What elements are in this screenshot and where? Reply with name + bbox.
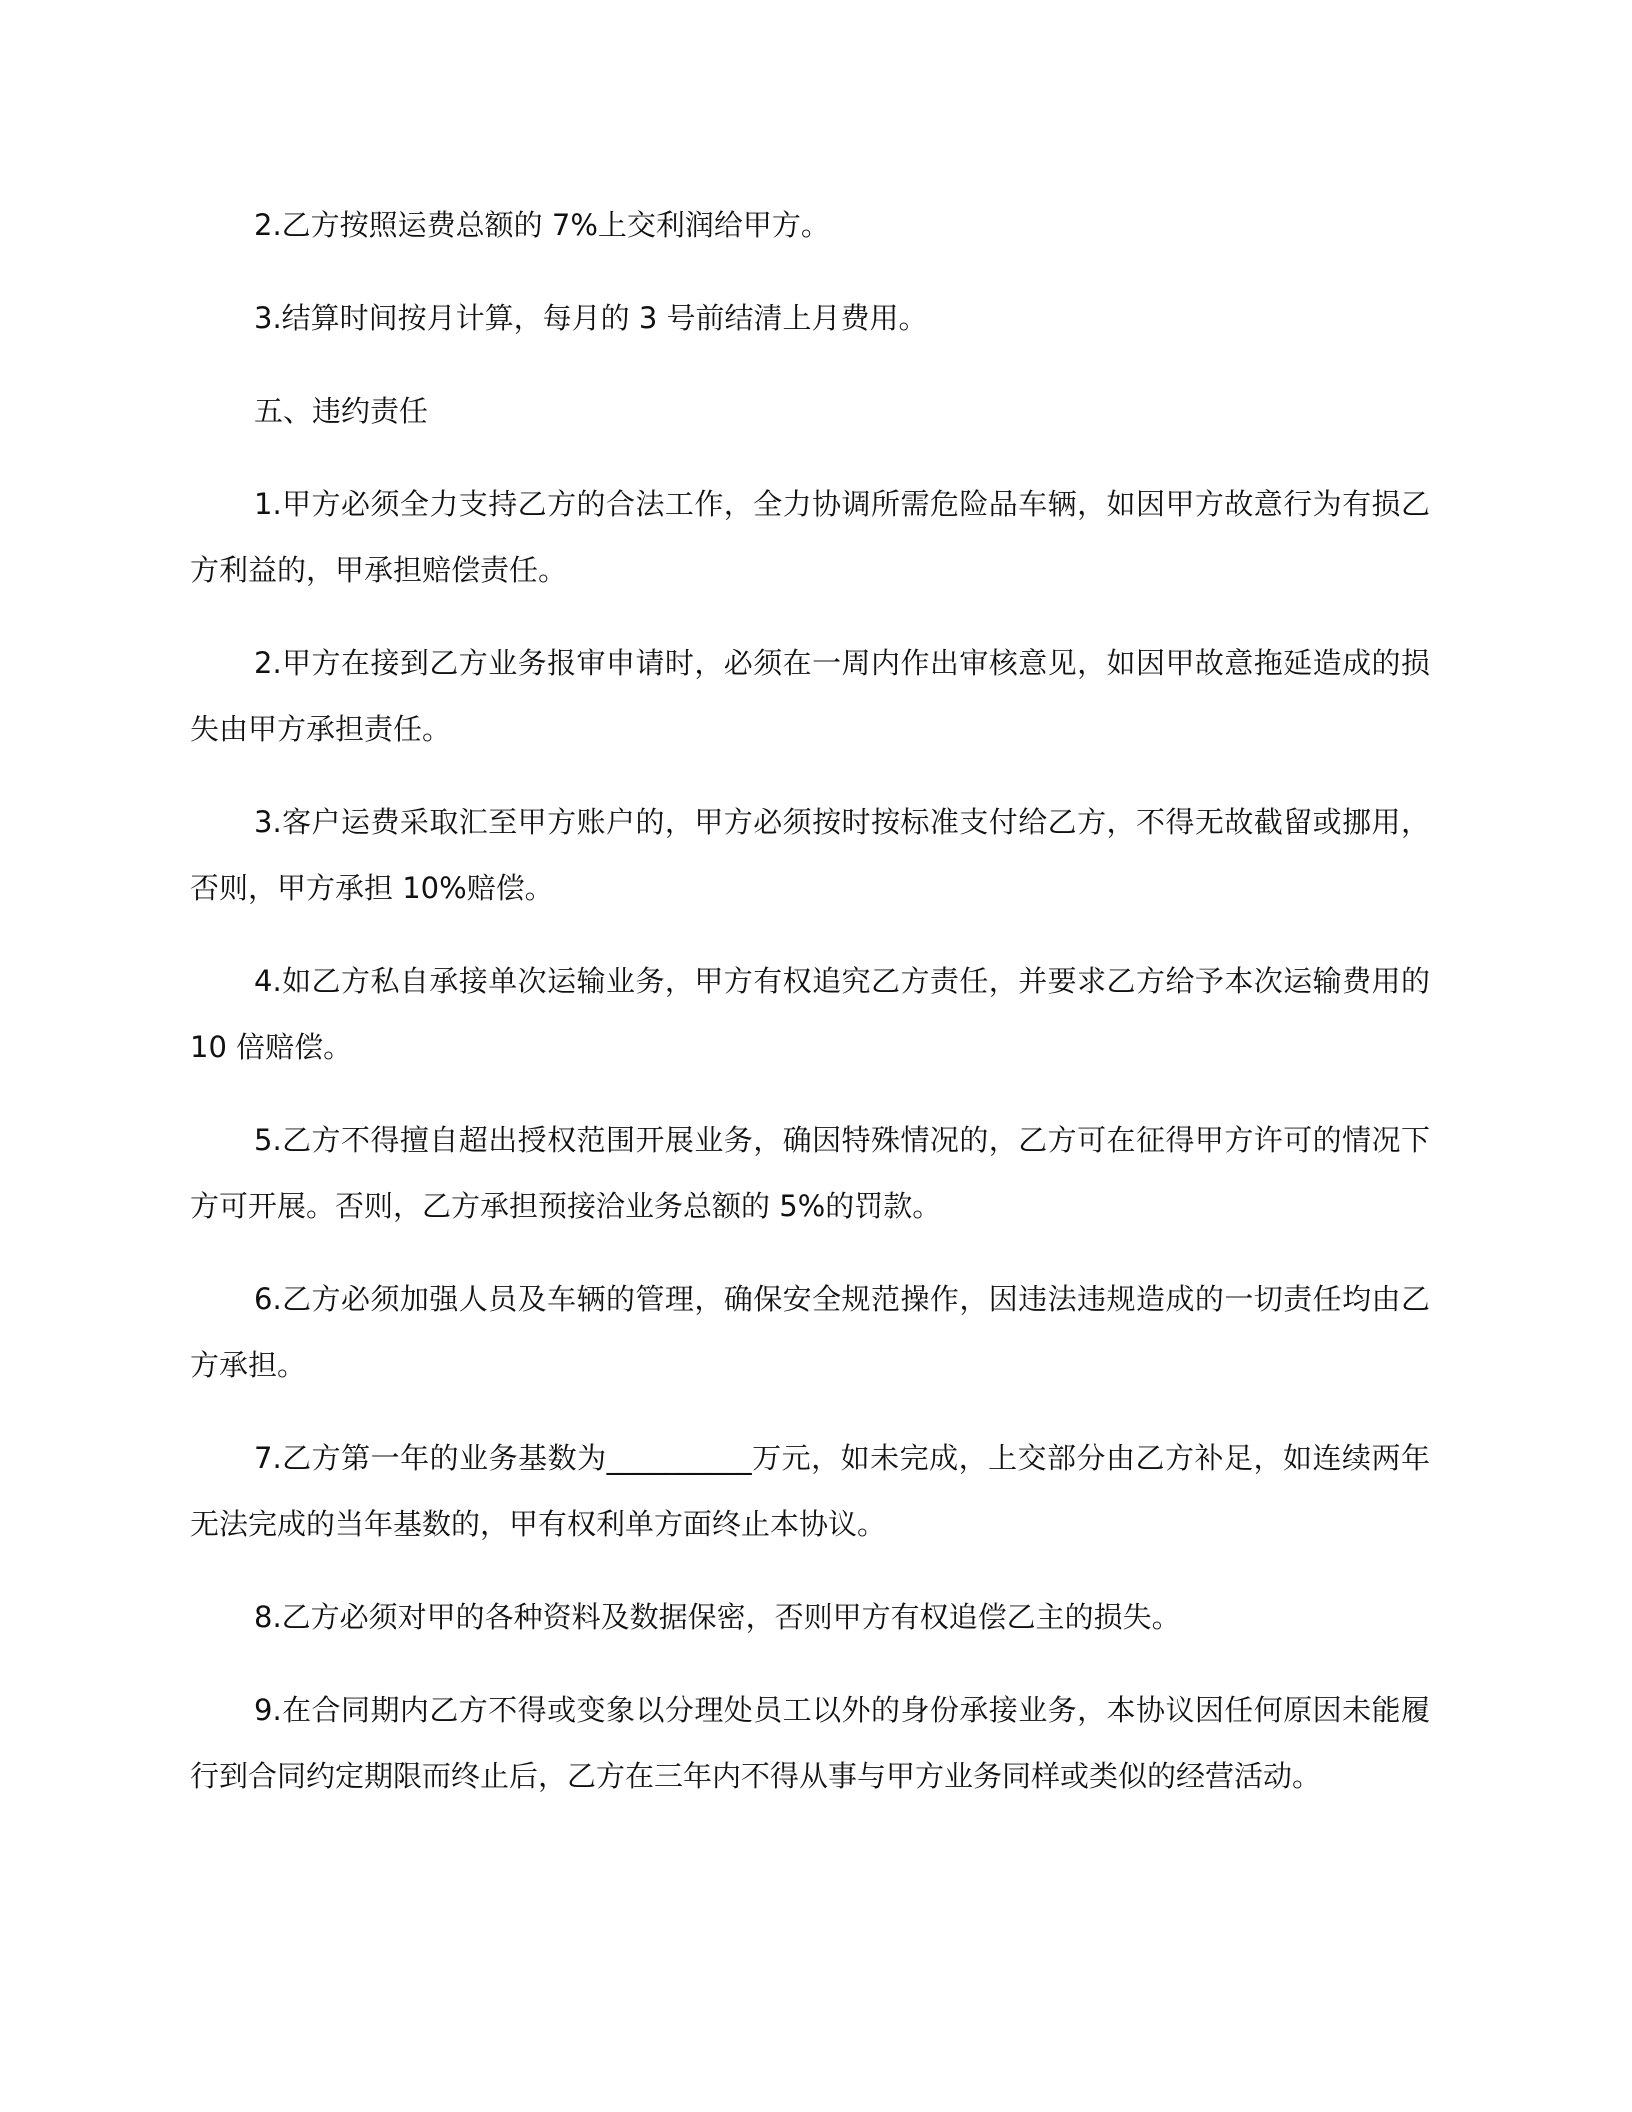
payment-clause-2: 2.乙方按照运费总额的 7%上交利润给甲方。	[254, 208, 830, 242]
liability-clause-4: 4.如乙方私自承接单次运输业务，甲方有权追究乙方责任，并要求乙方给予本次运输费用的 10 倍赔偿。	[190, 964, 1430, 1064]
payment-clause-3: 3.结算时间按月计算，每月的 3 号前结清上月费用。	[254, 301, 928, 335]
liability-clause-8: 8.乙方必须对甲的各种资料及数据保密，否则甲方有权追偿乙主的损失。	[254, 1600, 1181, 1634]
liability-clause-6: 6.乙方必须加强人员及车辆的管理，确保安全规范操作，因违法违规造成的一切责任均由乙方承担。	[190, 1282, 1430, 1382]
liability-clause-9: 9.在合同期内乙方不得或变象以分理处员工以外的身份承接业务，本协议因任何原因未能履行到合同约定期限而终止后，乙方在三年内不得从事与甲方业务同样或类似的经营活动。	[190, 1693, 1430, 1793]
document-body	[190, 192, 1430, 1836]
liability-clause-3: 3.客户运费采取汇至甲方账户的，甲方必须按时按标准支付给乙方，不得无故截留或挪用，否则，甲方承担 10%赔偿。	[190, 805, 1430, 905]
liability-clause-5: 5.乙方不得擅自超出授权范围开展业务，确因特殊情况的，乙方可在征得甲方许可的情况下方可开展。否则，乙方承担预接洽业务总额的 5%的罚款。	[190, 1123, 1430, 1223]
section-heading-liability: 五、违约责任	[254, 394, 429, 428]
liability-clause-7: 7.乙方第一年的业务基数为__________万元，如未完成，上交部分由乙方补足，如连续两年无法完成的当年基数的，甲有权利单方面终止本协议。	[190, 1441, 1430, 1541]
liability-clause-2: 2.甲方在接到乙方业务报审申请时，必须在一周内作出审核意见，如因甲故意拖延造成的损失由甲方承担责任。	[190, 646, 1430, 746]
liability-clause-1: 1.甲方必须全力支持乙方的合法工作，全力协调所需危险品车辆，如因甲方故意行为有损乙方利益的，甲承担赔偿责任。	[190, 487, 1430, 587]
